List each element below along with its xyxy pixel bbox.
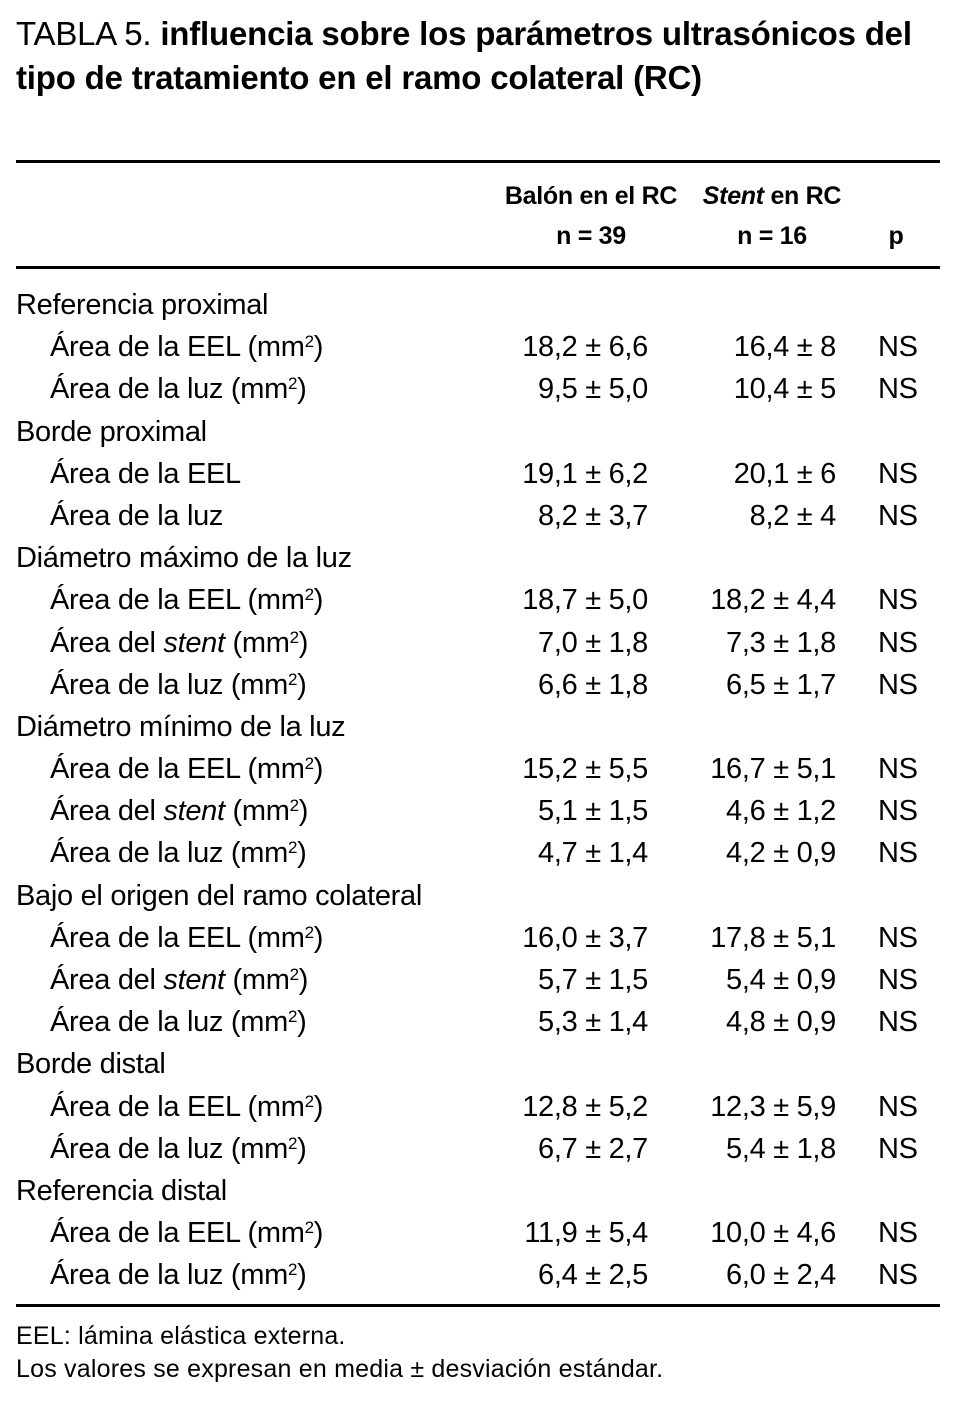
p-value: NS	[878, 753, 918, 786]
table-row	[16, 664, 940, 706]
value-stent: 10,4 ± 5	[733, 373, 836, 406]
row-label-text: Área de la EEL (mm	[50, 584, 305, 617]
table-caption: influencia sobre los parámetros ultrasónicos del tipo de tratamiento en el ramo colateral (RC)	[16, 15, 912, 96]
row-label-close: )	[313, 921, 324, 954]
p-value: NS	[878, 1132, 918, 1165]
value-stent: 6,5 ± 1,7	[726, 668, 836, 701]
value-stent: 5,4 ± 1,8	[726, 1132, 836, 1165]
row-label	[50, 1128, 306, 1170]
column-header-balloon-n: n = 39	[556, 222, 626, 250]
row-label-text: Borde distal	[16, 1048, 166, 1081]
row-label-superscript: 2	[304, 922, 314, 942]
footnote-values: Los valores se expresan en media ± desviación estándar.	[16, 1355, 664, 1383]
table-row	[16, 453, 940, 495]
value-balloon: 5,7 ± 1,5	[538, 964, 648, 996]
row-label-close: )	[313, 1090, 324, 1123]
table-row	[16, 917, 940, 959]
value-balloon: 6,4 ± 2,5	[538, 1259, 648, 1292]
row-label-text: Referencia proximal	[16, 289, 269, 321]
value-balloon: 8,2 ± 3,7	[538, 499, 648, 532]
row-label-italic: stent	[163, 626, 225, 659]
row-label-superscript: 2	[289, 965, 299, 984]
value-balloon: 7,0 ± 1,8	[538, 626, 648, 659]
table-group-row	[16, 1043, 940, 1085]
group-label	[16, 284, 268, 326]
row-label-close: )	[297, 1259, 307, 1292]
value-balloon: 4,7 ± 1,4	[538, 837, 648, 870]
row-label-text: Área de la EEL	[50, 457, 241, 490]
table-group-row	[16, 284, 940, 326]
footnote-abbreviation: EEL: lámina elástica externa.	[16, 1322, 346, 1350]
row-label-text: Área de la luz (mm	[50, 1259, 288, 1292]
row-label	[50, 832, 306, 874]
table-group-row	[16, 411, 940, 453]
row-label-rest: (mm	[224, 964, 290, 996]
p-value: NS	[878, 668, 918, 701]
row-label-close: )	[313, 331, 324, 364]
p-value: NS	[878, 1259, 918, 1292]
row-label	[50, 664, 306, 706]
row-label-superscript: 2	[287, 669, 298, 689]
value-stent: 6,0 ± 2,4	[726, 1259, 836, 1292]
row-label-close: )	[297, 1006, 307, 1039]
row-label-text: Área de la luz (mm	[50, 1132, 288, 1165]
p-value: NS	[878, 626, 918, 659]
row-label-text: Referencia distal	[16, 1174, 227, 1207]
p-value: NS	[878, 499, 918, 532]
table-row	[16, 1001, 940, 1043]
value-balloon: 18,2 ± 6,6	[522, 331, 648, 364]
row-label	[50, 1254, 306, 1296]
row-label-text: Área de la EEL (mm	[50, 921, 305, 954]
group-label	[16, 875, 422, 917]
value-stent: 8,2 ± 4	[749, 499, 836, 532]
value-balloon: 5,3 ± 1,4	[538, 1006, 648, 1039]
row-label	[50, 326, 323, 368]
value-balloon: 15,2 ± 5,5	[522, 753, 648, 786]
row-label-superscript: 2	[304, 332, 314, 352]
value-stent: 4,2 ± 0,9	[726, 837, 836, 870]
row-label-text: Área de la luz (mm	[50, 373, 288, 406]
row-label-close: )	[313, 1217, 324, 1250]
value-stent: 16,4 ± 8	[733, 331, 836, 364]
table-row	[16, 959, 940, 1001]
row-label-superscript: 2	[304, 1218, 314, 1238]
row-label	[50, 368, 306, 410]
table-row	[16, 748, 940, 790]
bottom-rule	[16, 1304, 940, 1307]
row-label-text: Área de la luz (mm	[50, 668, 288, 701]
row-label-superscript: 2	[289, 627, 299, 647]
table-group-row	[16, 537, 940, 579]
row-label	[50, 917, 323, 959]
table-group-row	[16, 875, 940, 917]
table-row	[16, 368, 940, 410]
value-stent: 17,8 ± 5,1	[710, 921, 836, 954]
row-label-text: Borde proximal	[16, 415, 207, 448]
row-label-text: Bajo el origen del ramo colateral	[16, 879, 422, 912]
value-stent: 4,8 ± 0,9	[726, 1006, 836, 1039]
p-value: NS	[878, 457, 918, 490]
value-balloon: 12,8 ± 5,2	[522, 1090, 648, 1123]
header-rule	[16, 266, 940, 269]
table-row	[16, 790, 940, 832]
value-balloon: 11,9 ± 5,4	[524, 1217, 648, 1250]
table-group-row	[16, 1170, 940, 1212]
row-label-text: Área de la EEL (mm	[50, 1090, 305, 1123]
p-value: NS	[878, 584, 918, 617]
group-label	[16, 1170, 227, 1212]
row-label	[50, 1001, 306, 1043]
row-label-text: Diámetro máximo de la luz	[16, 542, 352, 575]
row-label-rest: (mm	[224, 626, 290, 659]
row-label	[50, 790, 308, 832]
value-stent: 5,4 ± 0,9	[726, 964, 836, 996]
table-row	[16, 1128, 940, 1170]
p-value: NS	[878, 373, 918, 406]
row-label-close: )	[297, 373, 307, 406]
table-number: TABLA 5.	[16, 15, 152, 52]
row-label	[50, 453, 241, 495]
row-label	[50, 1212, 323, 1254]
row-label-close: )	[298, 626, 309, 659]
value-stent: 20,1 ± 6	[733, 457, 836, 490]
p-value: NS	[878, 1006, 918, 1039]
row-label-superscript: 2	[287, 1133, 298, 1153]
row-label	[50, 579, 323, 621]
p-value: NS	[878, 837, 918, 870]
row-label-superscript: 2	[304, 1091, 314, 1111]
column-header-stent	[688, 176, 856, 256]
p-value: NS	[878, 1217, 918, 1250]
row-label-italic: stent	[163, 795, 225, 828]
row-label-superscript: 2	[304, 585, 314, 605]
value-balloon: 16,0 ± 3,7	[522, 921, 648, 954]
row-label	[50, 622, 308, 664]
column-header-balloon-title: Balón en el RC	[504, 182, 678, 210]
table-row	[16, 1086, 940, 1128]
group-label	[16, 537, 352, 579]
row-label-text: Área del	[50, 626, 164, 659]
p-value: NS	[878, 795, 918, 828]
value-balloon: 19,1 ± 6,2	[522, 457, 648, 490]
row-label-close: )	[297, 668, 307, 701]
row-label-text: Área de la EEL (mm	[50, 331, 305, 364]
table-row	[16, 832, 940, 874]
value-stent: 18,2 ± 4,4	[710, 584, 836, 617]
row-label	[50, 495, 223, 537]
row-label-text: Área de la EEL (mm	[50, 1217, 305, 1250]
row-label-text: Área de la luz	[50, 499, 224, 532]
table-row	[16, 495, 940, 537]
row-label-text: Área del	[50, 795, 164, 828]
p-value: NS	[878, 331, 918, 364]
row-label-text: Área de la luz (mm	[50, 1006, 288, 1039]
table-body	[16, 284, 940, 1297]
row-label-close: )	[297, 837, 307, 870]
table-row	[16, 622, 940, 664]
row-label-rest: (mm	[224, 795, 290, 828]
table-title	[16, 12, 916, 100]
row-label-close: )	[298, 795, 309, 828]
row-label-text: Área del	[50, 964, 164, 996]
value-balloon: 18,7 ± 5,0	[522, 584, 648, 617]
row-label	[50, 748, 323, 790]
table-row	[16, 1212, 940, 1254]
group-label	[16, 411, 207, 453]
column-header-stent-rest: en RC	[763, 182, 842, 210]
table-row	[16, 326, 940, 368]
table-row	[16, 1254, 940, 1296]
table-row	[16, 579, 940, 621]
column-header-balloon	[486, 176, 696, 256]
row-label-close: )	[298, 964, 309, 996]
value-stent: 10,0 ± 4,6	[710, 1217, 836, 1250]
row-label-superscript: 2	[304, 754, 314, 774]
column-header-stent-n: n = 16	[737, 222, 807, 250]
row-label-superscript: 2	[287, 1260, 298, 1280]
group-label	[16, 706, 345, 748]
row-label-superscript: 2	[287, 374, 298, 394]
row-label-text: Área de la luz (mm	[50, 837, 288, 870]
row-label	[50, 1086, 323, 1128]
row-label-superscript: 2	[287, 838, 298, 858]
row-label-italic: stent	[163, 964, 225, 996]
value-stent: 16,7 ± 5,1	[710, 753, 836, 786]
top-rule	[16, 160, 940, 163]
value-balloon: 6,7 ± 2,7	[538, 1132, 648, 1165]
row-label-superscript: 2	[289, 796, 299, 816]
p-value: NS	[878, 1090, 918, 1123]
p-value: NS	[878, 964, 918, 996]
value-balloon: 9,5 ± 5,0	[538, 373, 648, 406]
value-balloon: 5,1 ± 1,5	[538, 795, 648, 828]
column-header-stent-title	[688, 176, 856, 216]
column-header-stent-italic: Stent	[702, 182, 764, 210]
p-value: NS	[878, 921, 918, 954]
row-label-superscript: 2	[287, 1007, 298, 1027]
column-header-p: p	[888, 222, 904, 250]
row-label	[50, 959, 308, 1001]
value-balloon: 6,6 ± 1,8	[538, 668, 648, 701]
row-label-text: Diámetro mínimo de la luz	[16, 710, 346, 743]
group-label	[16, 1043, 166, 1085]
value-stent: 7,3 ± 1,8	[726, 626, 836, 659]
row-label-close: )	[297, 1132, 307, 1165]
table-group-row	[16, 706, 940, 748]
table-footnotes	[16, 1320, 663, 1386]
value-stent: 12,3 ± 5,9	[710, 1090, 836, 1123]
row-label-close: )	[313, 753, 324, 786]
row-label-text: Área de la EEL (mm	[50, 753, 305, 786]
value-stent: 4,6 ± 1,2	[726, 795, 836, 828]
row-label-close: )	[313, 584, 324, 617]
